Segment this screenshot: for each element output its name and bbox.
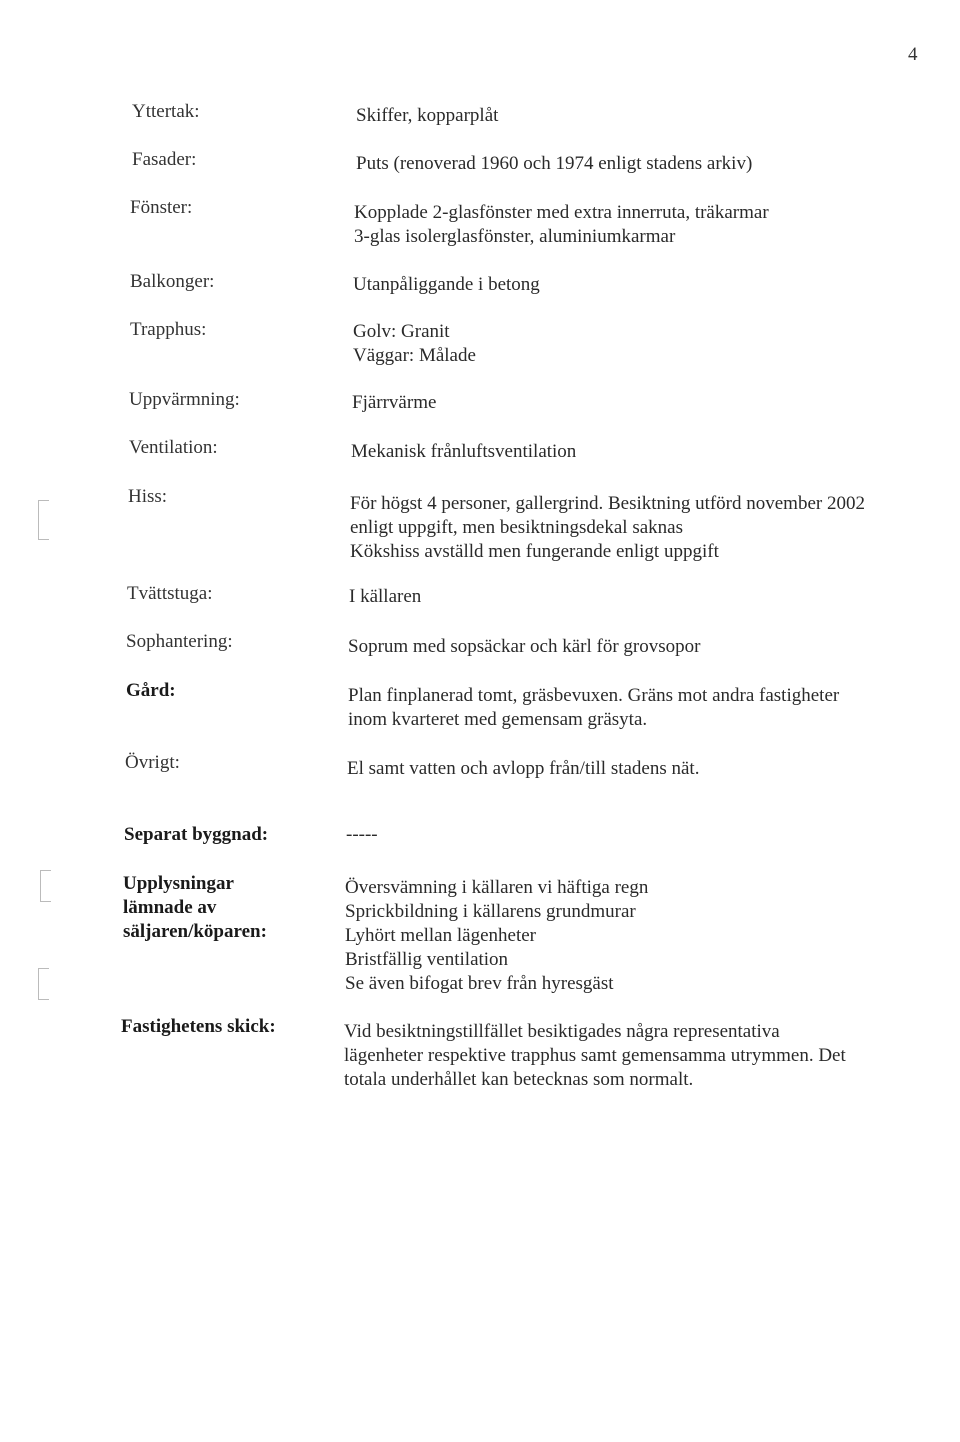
value-tvattstuga: I källaren <box>349 586 422 607</box>
margin-mark <box>40 870 51 902</box>
label-fastighetens-skick: Fastighetens skick: <box>121 1016 276 1037</box>
value-balkonger: Utanpåliggande i betong <box>353 274 540 295</box>
label-uppvarmning: Uppvärmning: <box>129 389 240 410</box>
value-gard: Plan finplanerad tomt, gräsbevuxen. Gräns mot andra fastigheter inom kvarteret med gemensam gräsyta. <box>348 685 840 730</box>
value-fasader: Puts (renoverad 1960 och 1974 enligt stadens arkiv) <box>356 153 753 174</box>
page-number: 4 <box>908 44 918 65</box>
value-ovrigt: El samt vatten och avlopp från/till stadens nät. <box>347 758 700 779</box>
value-trapphus: Golv: Granit Väggar: Målade <box>353 321 476 366</box>
label-tvattstuga: Tvättstuga: <box>127 583 213 604</box>
label-trapphus: Trapphus: <box>130 319 207 340</box>
label-fasader: Fasader: <box>132 149 197 170</box>
label-sophantering: Sophantering: <box>126 631 233 652</box>
value-uppvarmning: Fjärrvärme <box>352 392 437 413</box>
label-upplysningar: Upplysningar lämnade av säljaren/köparen: <box>123 873 267 942</box>
label-balkonger: Balkonger: <box>130 271 215 292</box>
label-ventilation: Ventilation: <box>129 437 218 458</box>
margin-mark <box>38 968 49 1000</box>
value-sophantering: Soprum med sopsäckar och kärl för grovsopor <box>348 636 701 657</box>
label-separat-byggnad: Separat byggnad: <box>124 824 269 845</box>
label-gard: Gård: <box>126 680 176 701</box>
value-fastighetens-skick: Vid besiktningstillfället besiktigades några representativa lägenheter respektive trapphus samt gemensamma utrymmen. Det totala underhållet kan betecknas som normalt. <box>344 1021 846 1090</box>
value-ventilation: Mekanisk frånluftsventilation <box>351 441 577 462</box>
value-hiss: För högst 4 personer, gallergrind. Besiktning utförd november 2002 enligt uppgift, men besiktningsdekal saknas Kökshiss avställd men fungerande enligt uppgift <box>350 493 865 562</box>
label-fonster: Fönster: <box>130 197 193 218</box>
value-fonster: Kopplade 2-glasfönster med extra innerruta, träkarmar 3-glas isolerglasfönster, aluminiumkarmar <box>354 202 769 247</box>
label-ovrigt: Övrigt: <box>125 752 180 773</box>
value-upplysningar: Översvämning i källaren vi häftiga regn Sprickbildning i källarens grundmurar Lyhört mellan lägenheter Bristfällig ventilation Se även bifogat brev från hyresgäst <box>345 877 649 994</box>
label-yttertak: Yttertak: <box>132 101 200 122</box>
label-hiss: Hiss: <box>128 486 168 507</box>
value-yttertak: Skiffer, kopparplåt <box>356 105 499 126</box>
margin-mark <box>38 500 49 540</box>
value-separat-byggnad: ----- <box>346 824 378 845</box>
